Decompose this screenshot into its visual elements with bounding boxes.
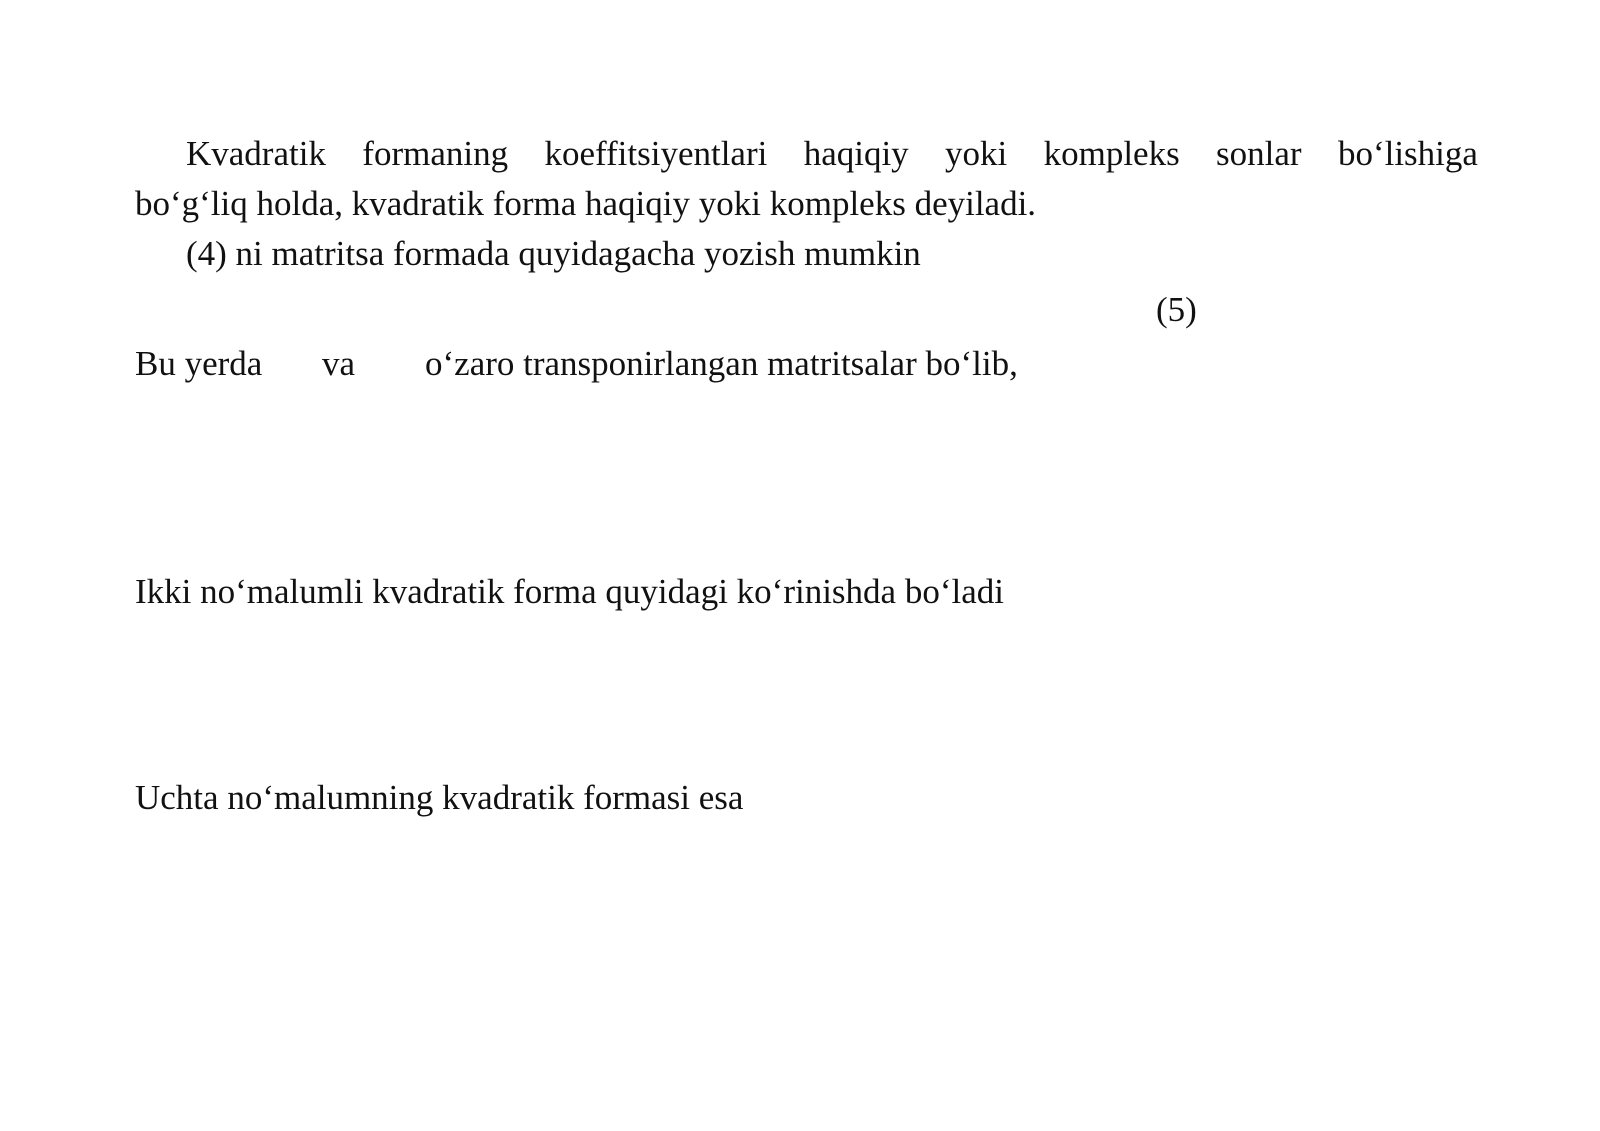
paragraph-4: Ikki no‘malumli kvadratik forma quyidagi ko‘rinishda bo‘ladi — [135, 572, 1004, 611]
paragraph-3-part-2: va — [322, 344, 356, 383]
word: haqiqiy — [803, 134, 909, 173]
word: kompleks — [1043, 134, 1180, 173]
paragraph-3-part-1: Bu yerda — [135, 344, 263, 383]
word: koeffitsiyentlari — [544, 134, 768, 173]
word: formaning — [362, 134, 509, 173]
paragraph-1-line-2: bo‘g‘liq holda, kvadratik forma haqiqiy yoki kompleks deyiladi. — [135, 184, 1037, 223]
equation-number-5: (5) — [1156, 290, 1197, 329]
word: yoki — [945, 134, 1008, 173]
word: sonlar — [1216, 134, 1302, 173]
paragraph-2: (4) ni matritsa formada quyidagacha yozish mumkin — [186, 234, 921, 273]
paragraph-3-part-3: o‘zaro transponirlangan matritsalar bo‘lib, — [425, 344, 1018, 383]
paragraph-5: Uchta no‘malumning kvadratik formasi esa — [135, 778, 744, 817]
word: bo‘lishiga — [1337, 134, 1478, 173]
word: Kvadratik — [186, 134, 326, 173]
paragraph-1-line-1 — [186, 134, 1478, 174]
